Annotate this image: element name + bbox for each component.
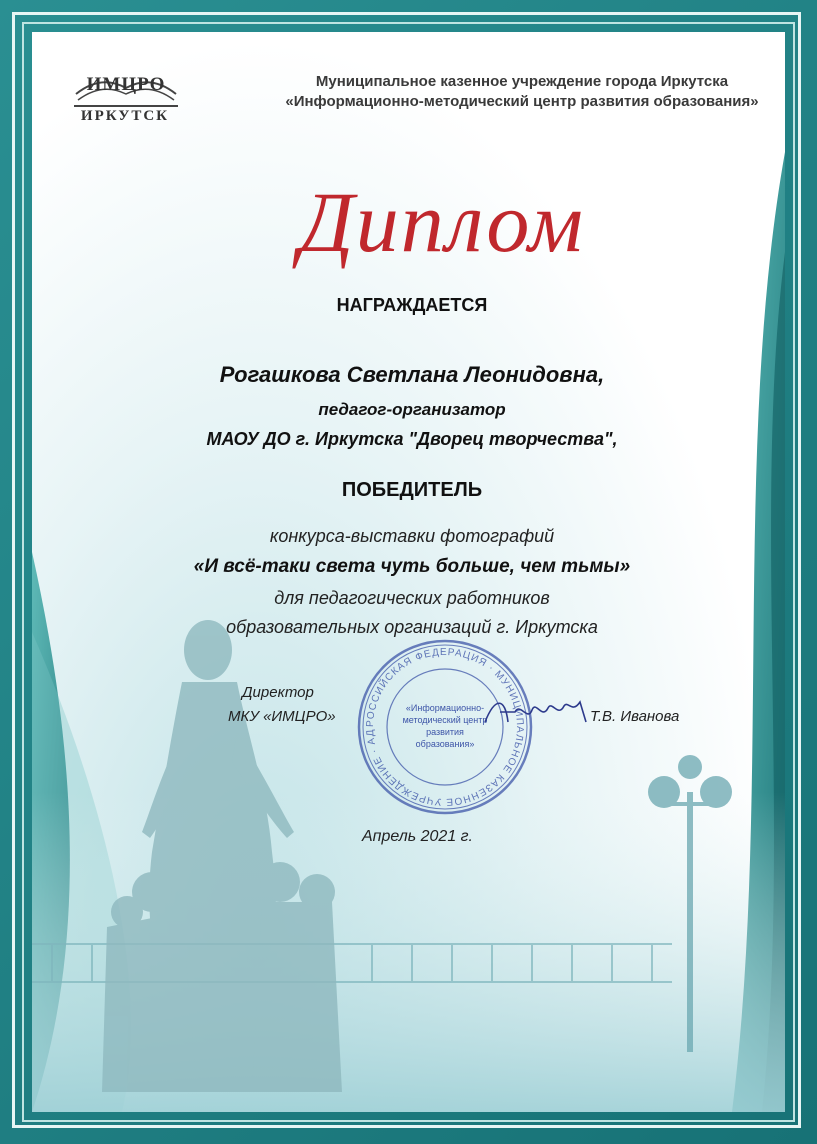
contest-line-3: для педагогических работников	[274, 588, 550, 608]
diploma-paper	[32, 32, 785, 1112]
organization-line-2: «Информационно-методический центр развития образования»	[285, 93, 759, 110]
logo-text-top: ИМЦРО	[86, 74, 166, 95]
issue-date: Апрель 2021 г.	[362, 828, 473, 845]
director-title: Директор	[242, 684, 314, 701]
director-name: Т.В. Иванова	[590, 708, 680, 725]
director-organization: МКУ «ИМЦРО»	[228, 708, 336, 725]
stamp-center-text: «Информационно-методический центр развития образования»	[402, 703, 488, 749]
contest-theme: «И всё-таки света чуть больше, чем тьмы»	[193, 556, 631, 577]
organization-line-1: Муниципальное казенное учреждение города Иркутска	[315, 73, 729, 90]
imcro-logo	[66, 54, 186, 134]
contest-line-4: образовательных организаций г. Иркутска	[226, 617, 598, 637]
stamp-ring-text: РОССИЙСКАЯ ФЕДЕРАЦИЯ · МУНИЦИПАЛЬНОЕ КАЗЕННОЕ УЧРЕЖДЕНИЕ · АД	[364, 646, 526, 808]
recipient-name: Рогашкова Светлана Леонидовна,	[219, 362, 605, 387]
diploma-title: Диплом	[299, 174, 585, 270]
organization-header	[272, 72, 772, 112]
contest-line-1: конкурса-выставки фотографий	[269, 526, 555, 546]
recipient-position: педагог-организатор	[318, 400, 506, 419]
award-title: ПОБЕДИТЕЛЬ	[341, 479, 483, 501]
recipient-institution: МАОУ ДО г. Иркутска "Дворец творчества",	[206, 429, 618, 449]
awarded-label: НАГРАЖДАЕТСЯ	[336, 295, 488, 315]
logo-text-bottom: ИРКУТСК	[80, 108, 170, 124]
handwritten-signature	[480, 692, 590, 732]
